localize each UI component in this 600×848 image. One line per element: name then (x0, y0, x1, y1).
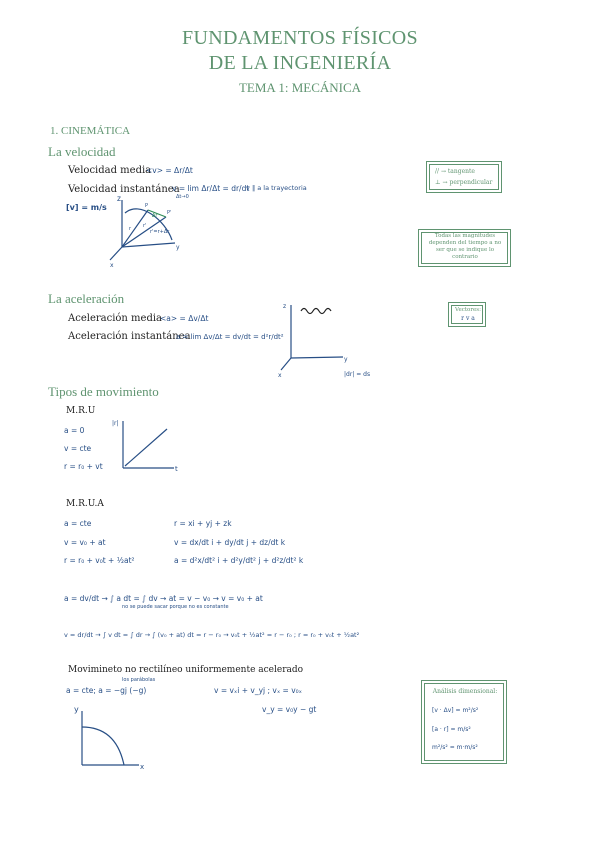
diagram-x-label: x (110, 262, 114, 269)
analisis-dimensional-box (421, 680, 507, 764)
velocidad-media-formula: <v> = Δr/Δt (146, 166, 193, 175)
mrua-left-eq1: a = cte (64, 519, 92, 528)
dr-ds-note: |dr| = ds (344, 371, 371, 378)
aceleracion-media-formula: <a> = Δv/Δt (160, 314, 209, 323)
aceleracion-instantanea-formula: a = lim Δv/Δt = dv/dt = d²r/dt² (176, 333, 284, 341)
y-axis (122, 243, 175, 247)
doc-subtitle: TEMA 1: MECÁNICA (238, 80, 362, 95)
velocidad-instantanea-formula: v = lim Δr/Δt = dr/dt (172, 184, 250, 193)
velocidad-lim-sub: Δt→0 (176, 194, 189, 200)
no-rectilineo-label: Movimineto no rectilíneo uniformemente acelerado (68, 665, 304, 675)
projectile-trajectory-graph (64, 703, 154, 773)
tangent-legend-box (426, 161, 502, 193)
mru-graph-x-label: t (175, 465, 178, 473)
graph-line (125, 429, 167, 466)
diagram-p2-label: P' (167, 210, 172, 216)
diagram-dr-label: Δr (152, 213, 158, 219)
mru-eq3: r = r₀ + vt (64, 462, 103, 471)
mrua-integral1: a = dv/dt → ∫ a dt = ∫ dv → at = v − v₀ → v = v₀ + at (64, 594, 263, 603)
trajectory-curve (125, 209, 172, 240)
accel-diagram-y-label: y (344, 356, 348, 363)
mrua-label: M.R.U.A (66, 499, 104, 509)
mrua-right-eq3: a = d²x/dt² i + d²y/dt² j + d²z/dt² k (174, 556, 304, 565)
mrua-integral2: v = dr/dt → ∫ v dt = ∫ dr → ∫ (v₀ + at) dt = r − r₀ → v₀t + ½at² = r − r₀ ; r = r₀ + v₀t + ½at² (64, 631, 360, 639)
aceleracion-instantanea-label: Aceleración instantánea (68, 331, 191, 342)
y-axis (291, 357, 343, 358)
time-dependence-note-box (418, 229, 511, 267)
mrua-right-eq2: v = dx/dt i + dy/dt j + dz/dt k (174, 538, 286, 547)
diagram-r-label: r (129, 226, 132, 232)
parabola-curve (82, 727, 124, 765)
section-velocidad: La velocidad (48, 144, 116, 159)
time-dependence-note: Todas las magnitudes dependen del tiempo a no ser que se indique lo contrario (428, 233, 502, 260)
doc-title-line1: FUNDAMENTOS FÍSICOS (182, 27, 418, 49)
vectores-title: Vectores: (455, 307, 481, 313)
analisis-line1: [v · Δv] = m²/s² (432, 707, 479, 714)
acceleration-axes-diagram (275, 300, 355, 380)
diagram-z-label: z (117, 194, 121, 203)
mrua-left-eq3: r = r₀ + v₀t + ½at² (64, 556, 135, 565)
doc-title-line2: DE LA INGENIERÍA (208, 52, 392, 74)
analisis-line3: m²/s² = m·m/s² (432, 744, 478, 751)
wavy-path (301, 309, 331, 314)
mrua-integral1-note: no se puede sacar porque no es constante (122, 604, 229, 610)
mru-eq1: a = 0 (64, 426, 85, 435)
legend-perpendicular: ⊥ → perpendicular (435, 179, 493, 186)
analisis-title: Análisis dimensional: (432, 688, 498, 695)
mru-position-time-graph (112, 416, 187, 474)
legend-tangente: // → tangente (435, 168, 475, 175)
section-cinematica: 1. CINEMÁTICA (50, 125, 131, 137)
projectile-graph-y-label: y (74, 705, 79, 714)
accel-diagram-x-label: x (278, 372, 282, 379)
accel-diagram-z-label: z (283, 303, 287, 310)
velocidad-media-label: Velocidad media (68, 165, 152, 176)
diagram-y-label: y (176, 244, 180, 251)
x-axis (110, 247, 122, 260)
projectile-graph-x-label: x (140, 763, 145, 771)
vectores-box (448, 302, 486, 327)
section-tipos: Tipos de movimiento (48, 384, 159, 399)
mrua-right-eq1: r = xi + yj + zk (174, 519, 232, 528)
mru-eq2: v = cte (64, 444, 92, 453)
no-rectilineo-eq-right2: v_y = v₀y − gt (262, 705, 317, 714)
mrua-left-eq2: v = v₀ + at (64, 538, 106, 547)
vectores-items: r v a (461, 315, 475, 322)
diagram-p-label: P (145, 203, 149, 209)
velocidad-instantanea-label: Velocidad instantánea (68, 184, 180, 195)
aceleracion-media-label: Aceleración media (68, 313, 162, 324)
no-rectilineo-note: los parábolas (122, 677, 156, 683)
velocidad-units: [v] = m/s (66, 203, 107, 212)
diagram-sum-label: r'=r+Δr (150, 229, 170, 235)
section-aceleracion: La aceleración (48, 291, 125, 306)
velocidad-tangent-note: v ∥ a la trayectoria (246, 184, 307, 192)
no-rectilineo-eq-right: v = vₓi + v_yj ; vₓ = v₀ₓ (214, 686, 302, 695)
velocity-trajectory-diagram (100, 195, 190, 270)
diagram-rp-label: r' (143, 223, 147, 229)
analisis-line2: [a · r] = m/s² (432, 726, 471, 733)
no-rectilineo-eq-left: a = cte; a = −gj (−g) (66, 686, 147, 695)
mru-graph-y-label: |r| (112, 420, 119, 427)
mru-label: M.R.U (66, 406, 96, 416)
x-axis (281, 358, 291, 370)
